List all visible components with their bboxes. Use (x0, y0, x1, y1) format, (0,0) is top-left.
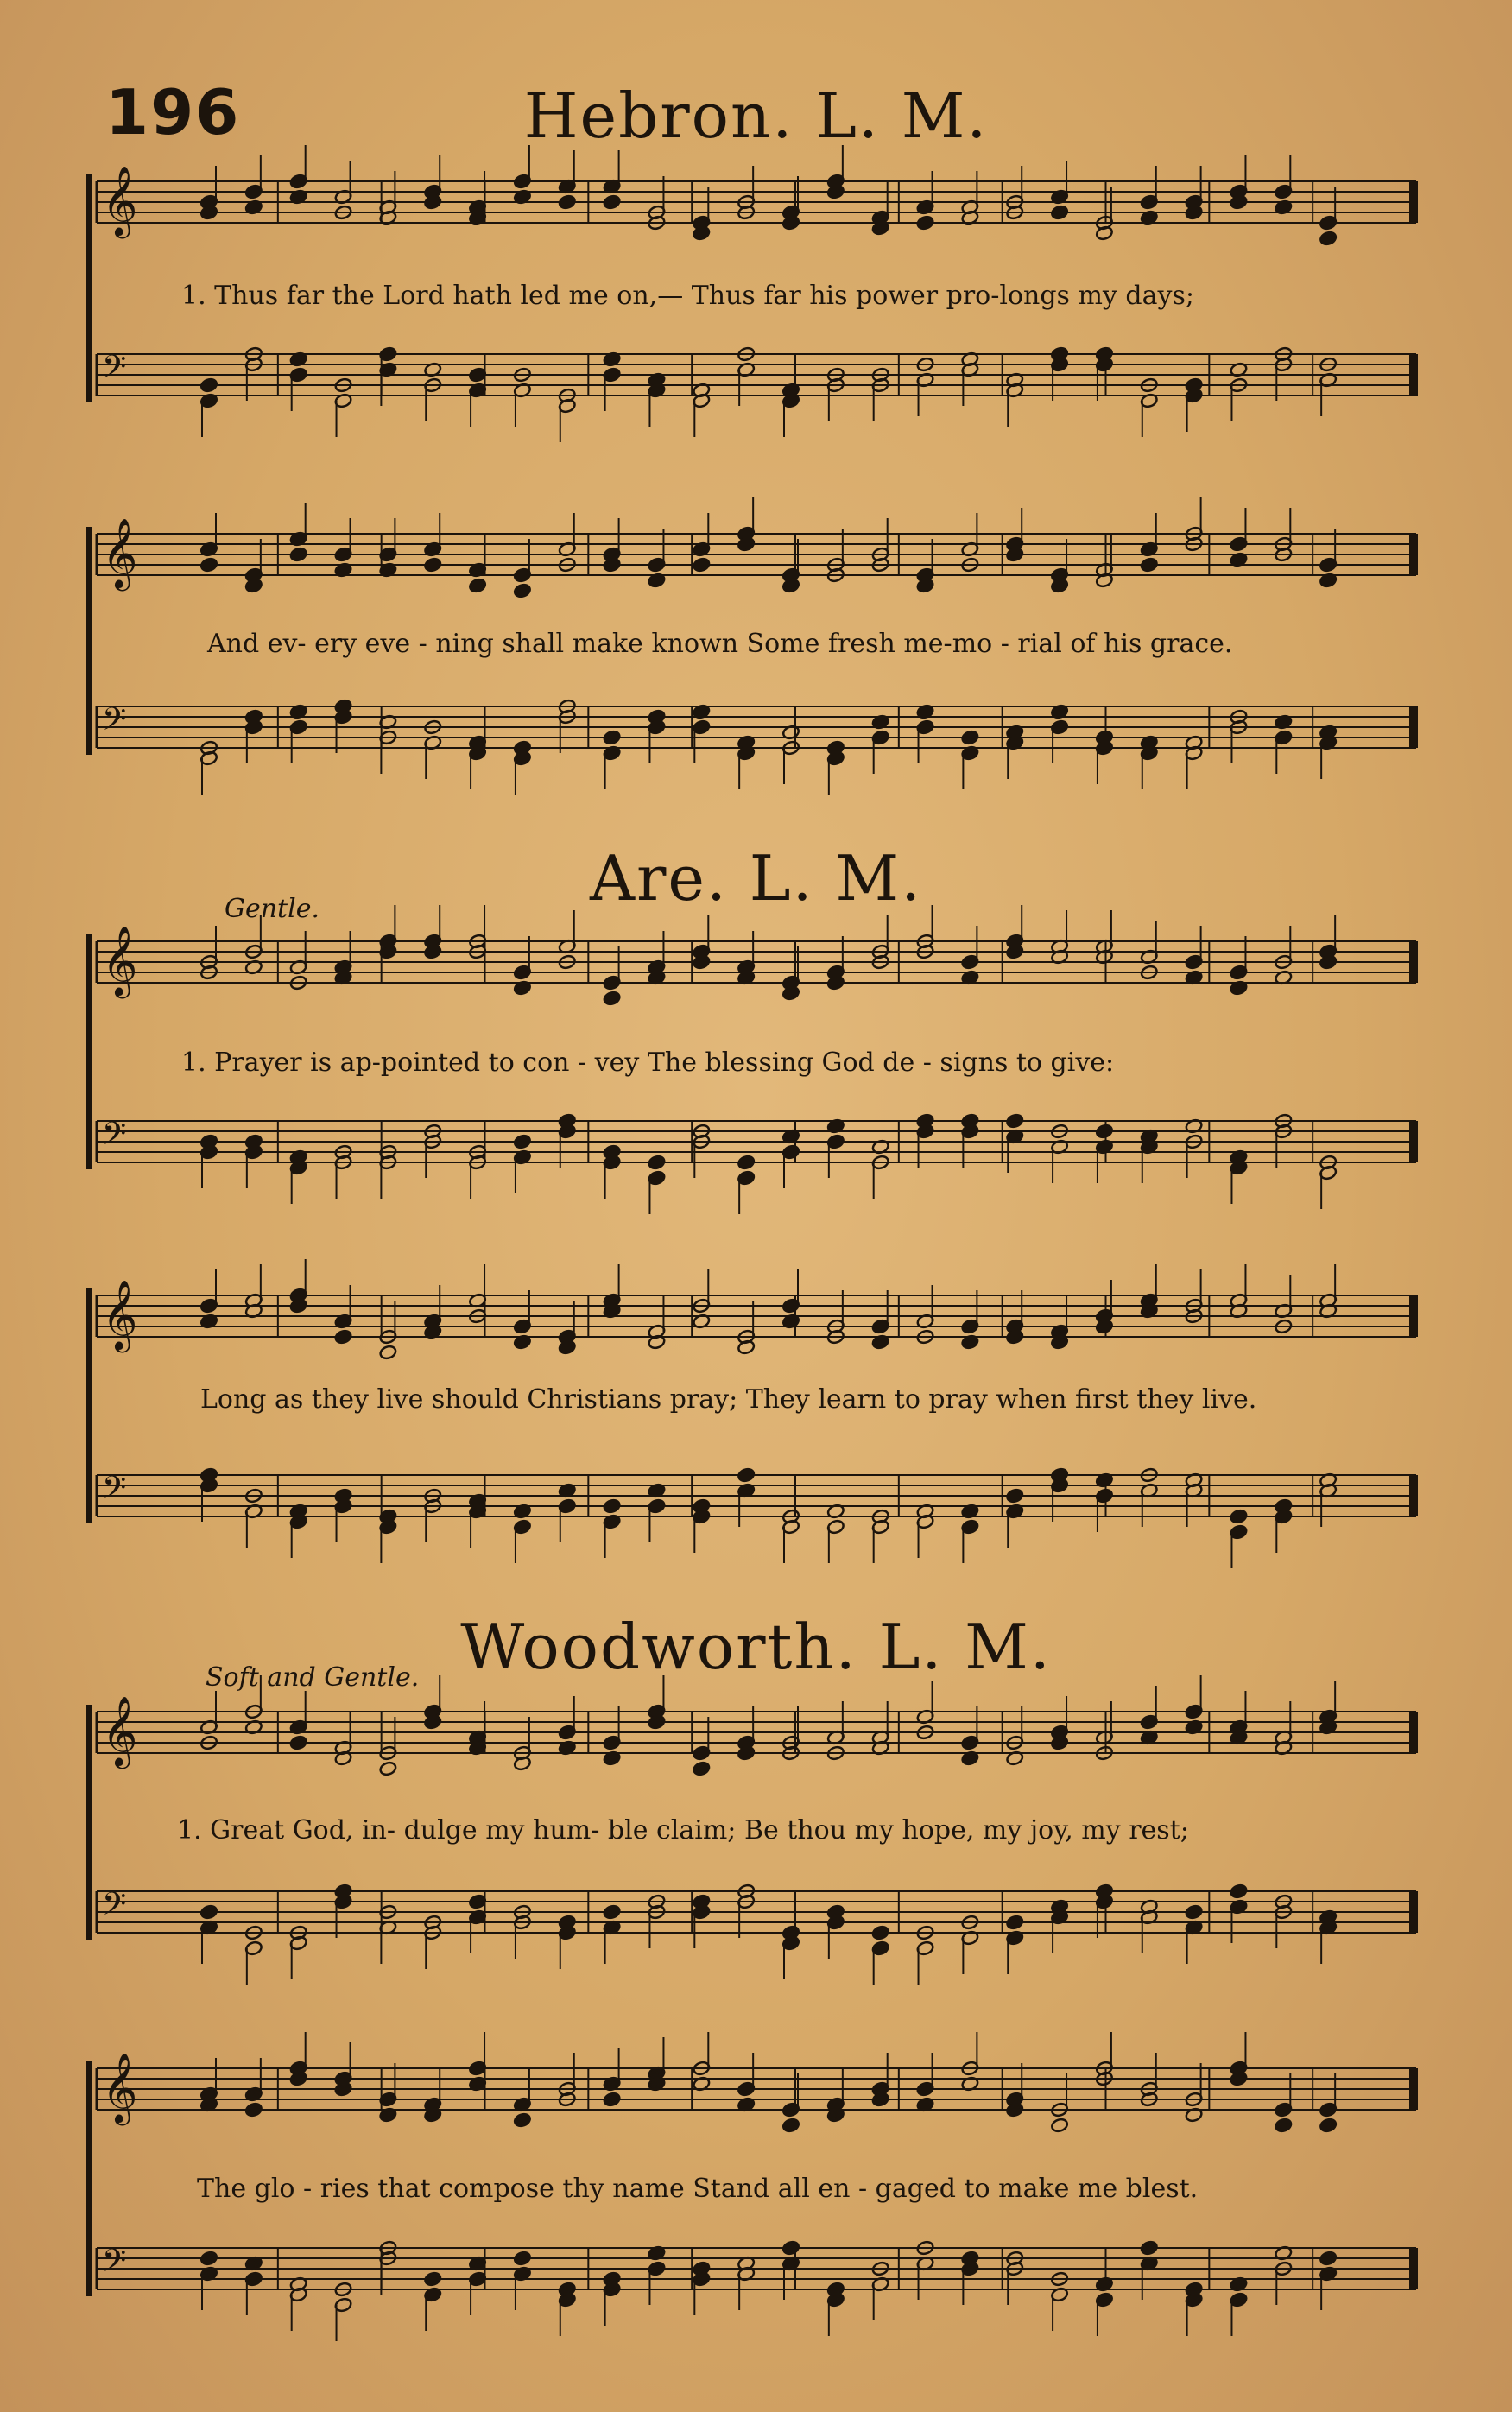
bass-clef: 𝄢 (102, 1116, 127, 1160)
note-head (513, 583, 531, 598)
lyric-line: The glo - ries that compose thy name Stand all en - gaged to make me blest. (197, 2174, 1199, 2204)
note-head (1230, 1509, 1248, 1524)
note-head (199, 557, 218, 573)
final-barline (1409, 941, 1416, 983)
note-head (1230, 1883, 1248, 1899)
note-head (334, 1329, 352, 1345)
system-bracket (86, 1705, 92, 1940)
note-head (513, 1134, 531, 1149)
lyric-line: 1. Great God, in- dulge my hum- ble claim; Be thou my hope, my joy, my rest; (177, 1815, 1189, 1845)
note-head (1275, 2118, 1293, 2133)
note-head (558, 194, 576, 210)
final-barline (1409, 2248, 1416, 2289)
note-head (244, 2102, 263, 2118)
note-head (603, 991, 621, 1006)
system-bracket (86, 1288, 92, 1523)
final-barline (1409, 706, 1416, 748)
final-barline (1409, 1295, 1416, 1337)
lyric-line: And ev- ery eve - ning shall make known Some fresh me-mo - rial of his grace. (207, 629, 1233, 659)
note-head (1319, 231, 1337, 246)
bass-clef: 𝄢 (102, 701, 127, 745)
system-bracket (86, 527, 92, 755)
bass-clef: 𝄢 (102, 1470, 127, 1514)
final-barline (1409, 1121, 1416, 1162)
note-head (513, 2251, 531, 2266)
final-barline (1409, 1891, 1416, 1933)
bass-clef: 𝄢 (102, 349, 127, 393)
treble-clef: 𝄞 (102, 925, 138, 996)
lyric-line: Long as they live should Christians pray; They learn to pray when first they live. (200, 1384, 1257, 1415)
note-head (424, 557, 442, 573)
note-head (1185, 1904, 1203, 1920)
bass-clef: 𝄢 (102, 2243, 127, 2287)
system-bracket (86, 174, 92, 402)
treble-clef: 𝄞 (102, 1279, 138, 1350)
hymn-title: Woodworth. L. M. (460, 1611, 1052, 1683)
note-head (199, 1904, 218, 1920)
note-head (871, 1925, 889, 1940)
note-head (1050, 2118, 1068, 2133)
note-head (199, 2251, 218, 2266)
note-head (379, 1761, 397, 1776)
hymn-title: Hebron. L. M. (523, 79, 989, 152)
note-head (603, 1498, 621, 1514)
treble-clef: 𝄞 (102, 165, 138, 236)
system-bracket (86, 934, 92, 1169)
note-head (603, 1904, 621, 1920)
note-head (289, 547, 307, 562)
note-head (781, 2240, 800, 2256)
treble-clef: 𝄞 (102, 517, 138, 588)
final-barline (1409, 354, 1416, 396)
final-barline (1409, 181, 1416, 223)
note-head (603, 730, 621, 745)
final-barline (1409, 2068, 1416, 2110)
tempo-marking: Gentle. (225, 894, 319, 924)
hymn-title: Are. L. M. (590, 842, 922, 915)
system-bracket (86, 2061, 92, 2296)
lyric-line: 1. Thus far the Lord hath led me on,— Thus far his power pro-longs my days; (181, 281, 1194, 311)
note-head (1140, 557, 1158, 573)
note-head (379, 1345, 397, 1360)
note-head (1006, 1915, 1024, 1930)
page-number: 196 (105, 76, 241, 149)
note-head (603, 2092, 621, 2107)
note-head (468, 578, 486, 593)
note-head (648, 1155, 666, 1170)
note-head (961, 730, 979, 745)
tempo-marking: Soft and Gentle. (206, 1662, 420, 1693)
note-head (693, 1761, 711, 1776)
lyric-line: 1. Prayer is ap-pointed to con - vey The blessing God de - signs to give: (181, 1048, 1115, 1078)
final-barline (1409, 1712, 1416, 1753)
note-head (1006, 1113, 1024, 1129)
note-head (1095, 1124, 1113, 1139)
note-head (737, 1467, 755, 1483)
final-barline (1409, 1475, 1416, 1516)
note-head (1319, 2118, 1337, 2133)
note-head (737, 1155, 755, 1170)
note-head (916, 215, 934, 231)
note-head (424, 2271, 442, 2287)
note-head (781, 2118, 800, 2133)
note-head (289, 1735, 307, 1750)
note-head (513, 2112, 531, 2128)
final-barline (1409, 534, 1416, 575)
note-head (693, 557, 711, 573)
note-head (1319, 2251, 1337, 2266)
note-head (1050, 205, 1068, 220)
note-head (603, 194, 621, 210)
treble-clef: 𝄞 (102, 1695, 138, 1766)
bass-clef: 𝄢 (102, 1886, 127, 1930)
treble-clef: 𝄞 (102, 2052, 138, 2123)
note-head (1140, 2240, 1158, 2256)
note-head (1006, 1488, 1024, 1504)
note-head (199, 377, 218, 393)
